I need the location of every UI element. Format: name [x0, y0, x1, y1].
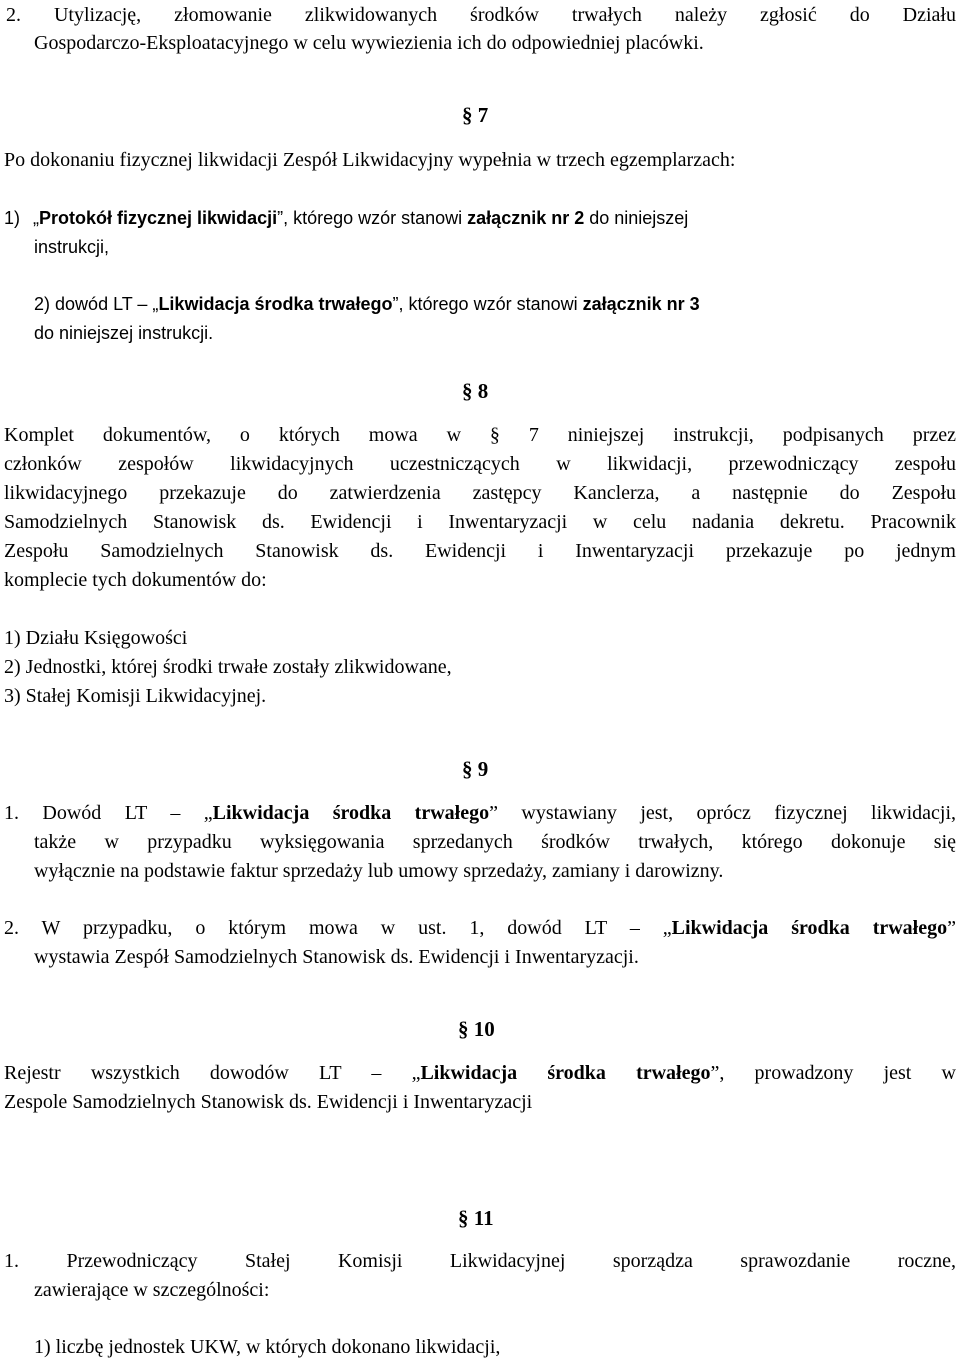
section-heading-11: § 11: [458, 1206, 494, 1230]
paragraph-text: 1. Dowód LT – „: [4, 802, 213, 824]
paragraph-text: 2. W przypadku, o którym mowa w ust. 1, dowód LT – „: [4, 917, 672, 939]
paragraph-line: Komplet dokumentów, o których mowa w § 7 niniejszej instrukcji, podpisanych przez: [4, 424, 956, 446]
section-heading-9: § 9: [462, 757, 489, 781]
document-title-bold: Likwidacja środka trwałego: [420, 1062, 711, 1084]
list-item: 3) Stałej Komisji Likwidacyjnej.: [4, 685, 267, 707]
list-number: 1): [4, 208, 21, 228]
paragraph-line: komplecie tych dokumentów do:: [4, 569, 267, 591]
section-heading-7: § 7: [462, 103, 489, 127]
list-item-continuation: do niniejszej instrukcji.: [34, 323, 214, 343]
list-text: do niniejszej: [584, 208, 689, 228]
paragraph-line: zawierające w szczególności:: [34, 1279, 270, 1301]
paragraph-line: [4, 800, 956, 826]
list-item: 2. Utylizację, złomowanie zlikwidowanych środków trwałych należy zgłosić do Działu: [6, 4, 956, 26]
paragraph-line: [4, 1060, 956, 1086]
list-item: 2) Jednostki, której środki trwałe zostały zlikwidowane,: [4, 656, 452, 678]
list-text: ”, którego wzór stanowi: [277, 208, 468, 228]
list-text: ”, którego wzór stanowi: [392, 294, 583, 314]
document-title-bold: Likwidacja środka trwałego: [671, 917, 948, 939]
paragraph-line: Samodzielnych Stanowisk ds. Ewidencji i Inwentaryzacji w celu nadania dekretu. Pracownik: [4, 511, 956, 533]
list-item: [4, 291, 957, 317]
paragraph-line: wystawia Zespół Samodzielnych Stanowisk ds. Ewidencji i Inwentaryzacji.: [34, 946, 639, 968]
paragraph-text: ”: [947, 917, 956, 939]
document-title-bold: Likwidacja środka trwałego: [158, 294, 393, 314]
document-title-bold: Likwidacja środka trwałego: [212, 802, 490, 824]
paragraph-line: Zespołu Samodzielnych Stanowisk ds. Ewidencji i Inwentaryzacji przekazuje po jednym: [4, 540, 956, 562]
paragraph-line: [4, 915, 956, 941]
paragraph-line: Zespole Samodzielnych Stanowisk ds. Ewidencji i Inwentaryzacji: [4, 1091, 533, 1113]
list-item-continuation: Gospodarczo-Eksploatacyjnego w celu wywiezienia ich do odpowiedniej placówki.: [34, 32, 704, 54]
paragraph-text: ” wystawiany jest, oprócz fizycznej likwidacji,: [489, 802, 957, 824]
paragraph-line: wyłącznie na podstawie faktur sprzedaży lub umowy sprzedaży, zamiany i darowizny.: [34, 860, 724, 882]
list-text-open-quote: „: [33, 208, 40, 228]
section-heading-10: § 10: [458, 1017, 495, 1041]
section-heading-8: § 8: [462, 379, 489, 403]
list-item: 1) liczbę jednostek UKW, w których dokonano likwidacji,: [34, 1336, 501, 1358]
paragraph-text: Rejestr wszystkich dowodów LT – „: [4, 1062, 421, 1084]
document-title-bold: Protokół fizycznej likwidacji: [39, 208, 278, 228]
paragraph-line: także w przypadku wyksięgowania sprzedanych środków trwałych, którego dokonuje się: [34, 831, 956, 853]
paragraph-line: 1. Przewodniczący Stałej Komisji Likwidacyjnej sporządza sprawozdanie roczne,: [4, 1250, 956, 1272]
list-item: 1) Działu Księgowości: [4, 627, 188, 649]
paragraph-text: ”, prowadzony jest w: [710, 1062, 956, 1084]
paragraph-line: członków zespołów likwidacyjnych uczestniczących w likwidacji, przewodniczący zespołu: [4, 453, 956, 475]
list-number: 2): [34, 294, 51, 314]
paragraph-line: likwidacyjnego przekazuje do zatwierdzenia zastępcy Kanclerza, a następnie do Zespołu: [4, 482, 956, 504]
attachment-ref: załącznik nr 2: [467, 208, 585, 228]
list-item: [4, 205, 688, 231]
paragraph: Po dokonaniu fizycznej likwidacji Zespół Likwidacyjny wypełnia w trzech egzemplarzach:: [4, 149, 736, 171]
attachment-ref: załącznik nr 3: [582, 294, 700, 314]
list-item-continuation: instrukcji,: [34, 237, 110, 257]
list-text: dowód LT – „: [55, 294, 159, 314]
